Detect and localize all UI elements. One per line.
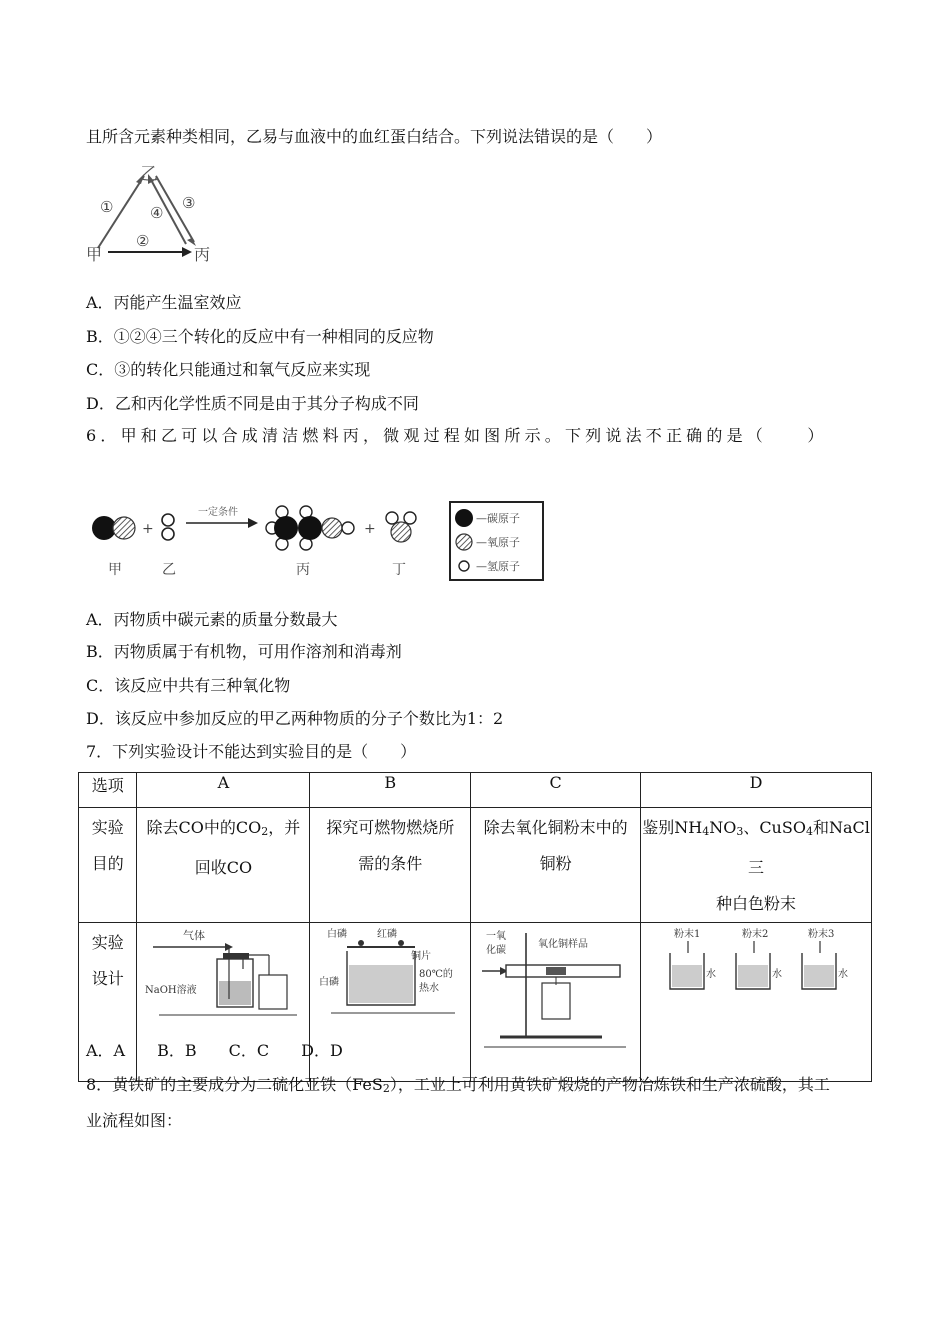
q8-text-sub: 2 — [382, 1082, 390, 1095]
q5-node-top: 乙 — [140, 164, 158, 185]
q6-legend-carbon: —碳原子 — [476, 512, 520, 525]
goal-c-line1: 除去氧化铜粉末中的 — [483, 818, 628, 837]
apparatus-c-co-1: 一氧 — [485, 931, 506, 942]
q6-condition: 一定条件 — [198, 507, 238, 518]
table-row — [79, 773, 872, 808]
design-c — [471, 923, 641, 1082]
goal-d-t3: 、CuSO — [743, 818, 806, 837]
goal-a-line2: 回收CO — [194, 858, 253, 877]
goal-d-s3: 4 — [805, 825, 813, 838]
apparatus-d-powder-3: 粉末3 — [808, 929, 835, 940]
design-d — [641, 923, 872, 1082]
q8-text-post: ），工业上可利用黄铁矿煅烧的产物冶炼铁和生产浓硫酸，其工 — [389, 1075, 830, 1094]
apparatus-b — [315, 925, 465, 1021]
q5-arrow-4: ④ — [150, 204, 164, 222]
q7-experiment-table — [78, 772, 872, 1082]
goal-d-t2: NO — [709, 818, 737, 837]
table-row — [79, 808, 872, 923]
header-a: A — [137, 773, 310, 808]
apparatus-b-80c: 80℃的 — [419, 969, 454, 980]
goal-d-s2: 3 — [736, 825, 744, 838]
apparatus-a-gas: 气体 — [183, 929, 206, 942]
goal-a — [137, 808, 310, 923]
goal-d-t4: 和NaCl三 — [748, 818, 870, 877]
goal-label-1: 实验 — [91, 818, 124, 837]
apparatus-a — [143, 925, 303, 1021]
goal-d — [641, 808, 872, 923]
q6-plus-2: + — [364, 521, 376, 537]
q5-arrow-2: ② — [136, 232, 150, 250]
apparatus-c — [476, 925, 636, 1053]
apparatus-d-water-3: 水 — [838, 969, 849, 980]
header-b: B — [310, 773, 471, 808]
q7-answer-options: A．A B．B C．C D．D — [86, 1041, 343, 1060]
apparatus-b-red-p: 红磷 — [377, 929, 398, 940]
q6-label-jia: 甲 — [108, 562, 122, 578]
q6-option-b: B．丙物质属于有机物，可用作溶剂和消毒剂 — [86, 642, 402, 661]
apparatus-b-white-p2: 白磷 — [319, 977, 340, 988]
q5-option-a: A．丙能产生温室效应 — [86, 293, 242, 312]
apparatus-c-cuo-sample: 氧化铜样品 — [537, 939, 588, 950]
goal-a-text-post: ，并 — [268, 818, 301, 837]
q6-label-bing: 丙 — [296, 562, 310, 578]
goal-a-text: 除去CO中的CO — [146, 818, 262, 837]
q7-stem: 7．下列实验设计不能达到实验目的是（ ） — [86, 742, 417, 761]
goal-d-line2: 种白色粉末 — [716, 894, 797, 913]
apparatus-d-water-2: 水 — [772, 969, 783, 980]
q6-stem: 6．甲和乙可以合成清洁燃料丙，微观过程如图所示。下列说法不正确的是（ ） — [86, 426, 828, 445]
apparatus-d-powder-2: 粉末2 — [742, 929, 769, 940]
q5-arrow-1: ① — [100, 198, 114, 216]
q5-arrow-3: ③ — [182, 194, 196, 212]
apparatus-b-copper: 铜片 — [411, 951, 432, 962]
q6-label-yi: 乙 — [162, 562, 176, 578]
goal-label-2: 目的 — [91, 854, 124, 873]
design-label-1: 实验 — [91, 933, 124, 952]
q6-legend-hydrogen: —氢原子 — [476, 560, 520, 573]
q5-transformation-diagram — [86, 160, 216, 268]
q5-node-right: 丙 — [194, 245, 211, 264]
design-label-2: 设计 — [91, 969, 124, 988]
q5-stem-tail: 且所含元素种类相同，乙易与血液中的血红蛋白结合。下列说法错误的是（ ） — [86, 127, 663, 146]
apparatus-b-white-p1: 白磷 — [327, 929, 348, 940]
q5-option-c: C．③的转化只能通过和氧气反应来实现 — [86, 360, 371, 379]
header-d: D — [641, 773, 872, 808]
apparatus-d-water-1: 水 — [706, 969, 717, 980]
q5-option-d: D．乙和丙化学性质不同是由于其分子构成不同 — [86, 394, 419, 413]
apparatus-b-hot-water: 热水 — [419, 983, 440, 994]
q6-micro-diagram — [86, 496, 556, 586]
goal-b — [310, 808, 471, 923]
goal-b-line2: 需的条件 — [358, 854, 423, 873]
q6-legend-oxygen: —氧原子 — [476, 536, 520, 549]
goal-a-sub: 2 — [261, 825, 269, 838]
header-c: C — [471, 773, 641, 808]
goal-d-t1: 鉴别NH — [642, 818, 703, 837]
q8-stem-line2: 业流程如图： — [86, 1111, 183, 1130]
goal-label — [79, 808, 137, 923]
q5-option-b: B．①②④三个转化的反应中有一种相同的反应物 — [86, 327, 434, 346]
apparatus-d — [646, 925, 866, 1005]
goal-c — [471, 808, 641, 923]
q6-label-ding: 丁 — [392, 562, 406, 578]
apparatus-c-co-2: 化碳 — [485, 945, 506, 956]
goal-c-line2: 铜粉 — [539, 854, 572, 873]
q6-option-a: A．丙物质中碳元素的质量分数最大 — [86, 610, 338, 629]
goal-b-line1: 探究可燃物燃烧所 — [326, 818, 455, 837]
goal-d-s1: 4 — [702, 825, 710, 838]
q8-text-pre: 8．黄铁矿的主要成分为二硫化亚铁（FeS — [86, 1075, 383, 1094]
q6-plus-1: + — [142, 521, 154, 537]
header-option: 选项 — [79, 773, 137, 808]
q6-option-d: D．该反应中参加反应的甲乙两种物质的分子个数比为1：2 — [86, 709, 504, 728]
apparatus-a-naoh: NaOH溶液 — [145, 985, 198, 996]
q6-option-c: C．该反应中共有三种氧化物 — [86, 676, 291, 695]
apparatus-d-powder-1: 粉末1 — [674, 929, 701, 940]
q8-stem-line1 — [86, 1074, 830, 1100]
q5-node-left: 甲 — [86, 245, 103, 264]
